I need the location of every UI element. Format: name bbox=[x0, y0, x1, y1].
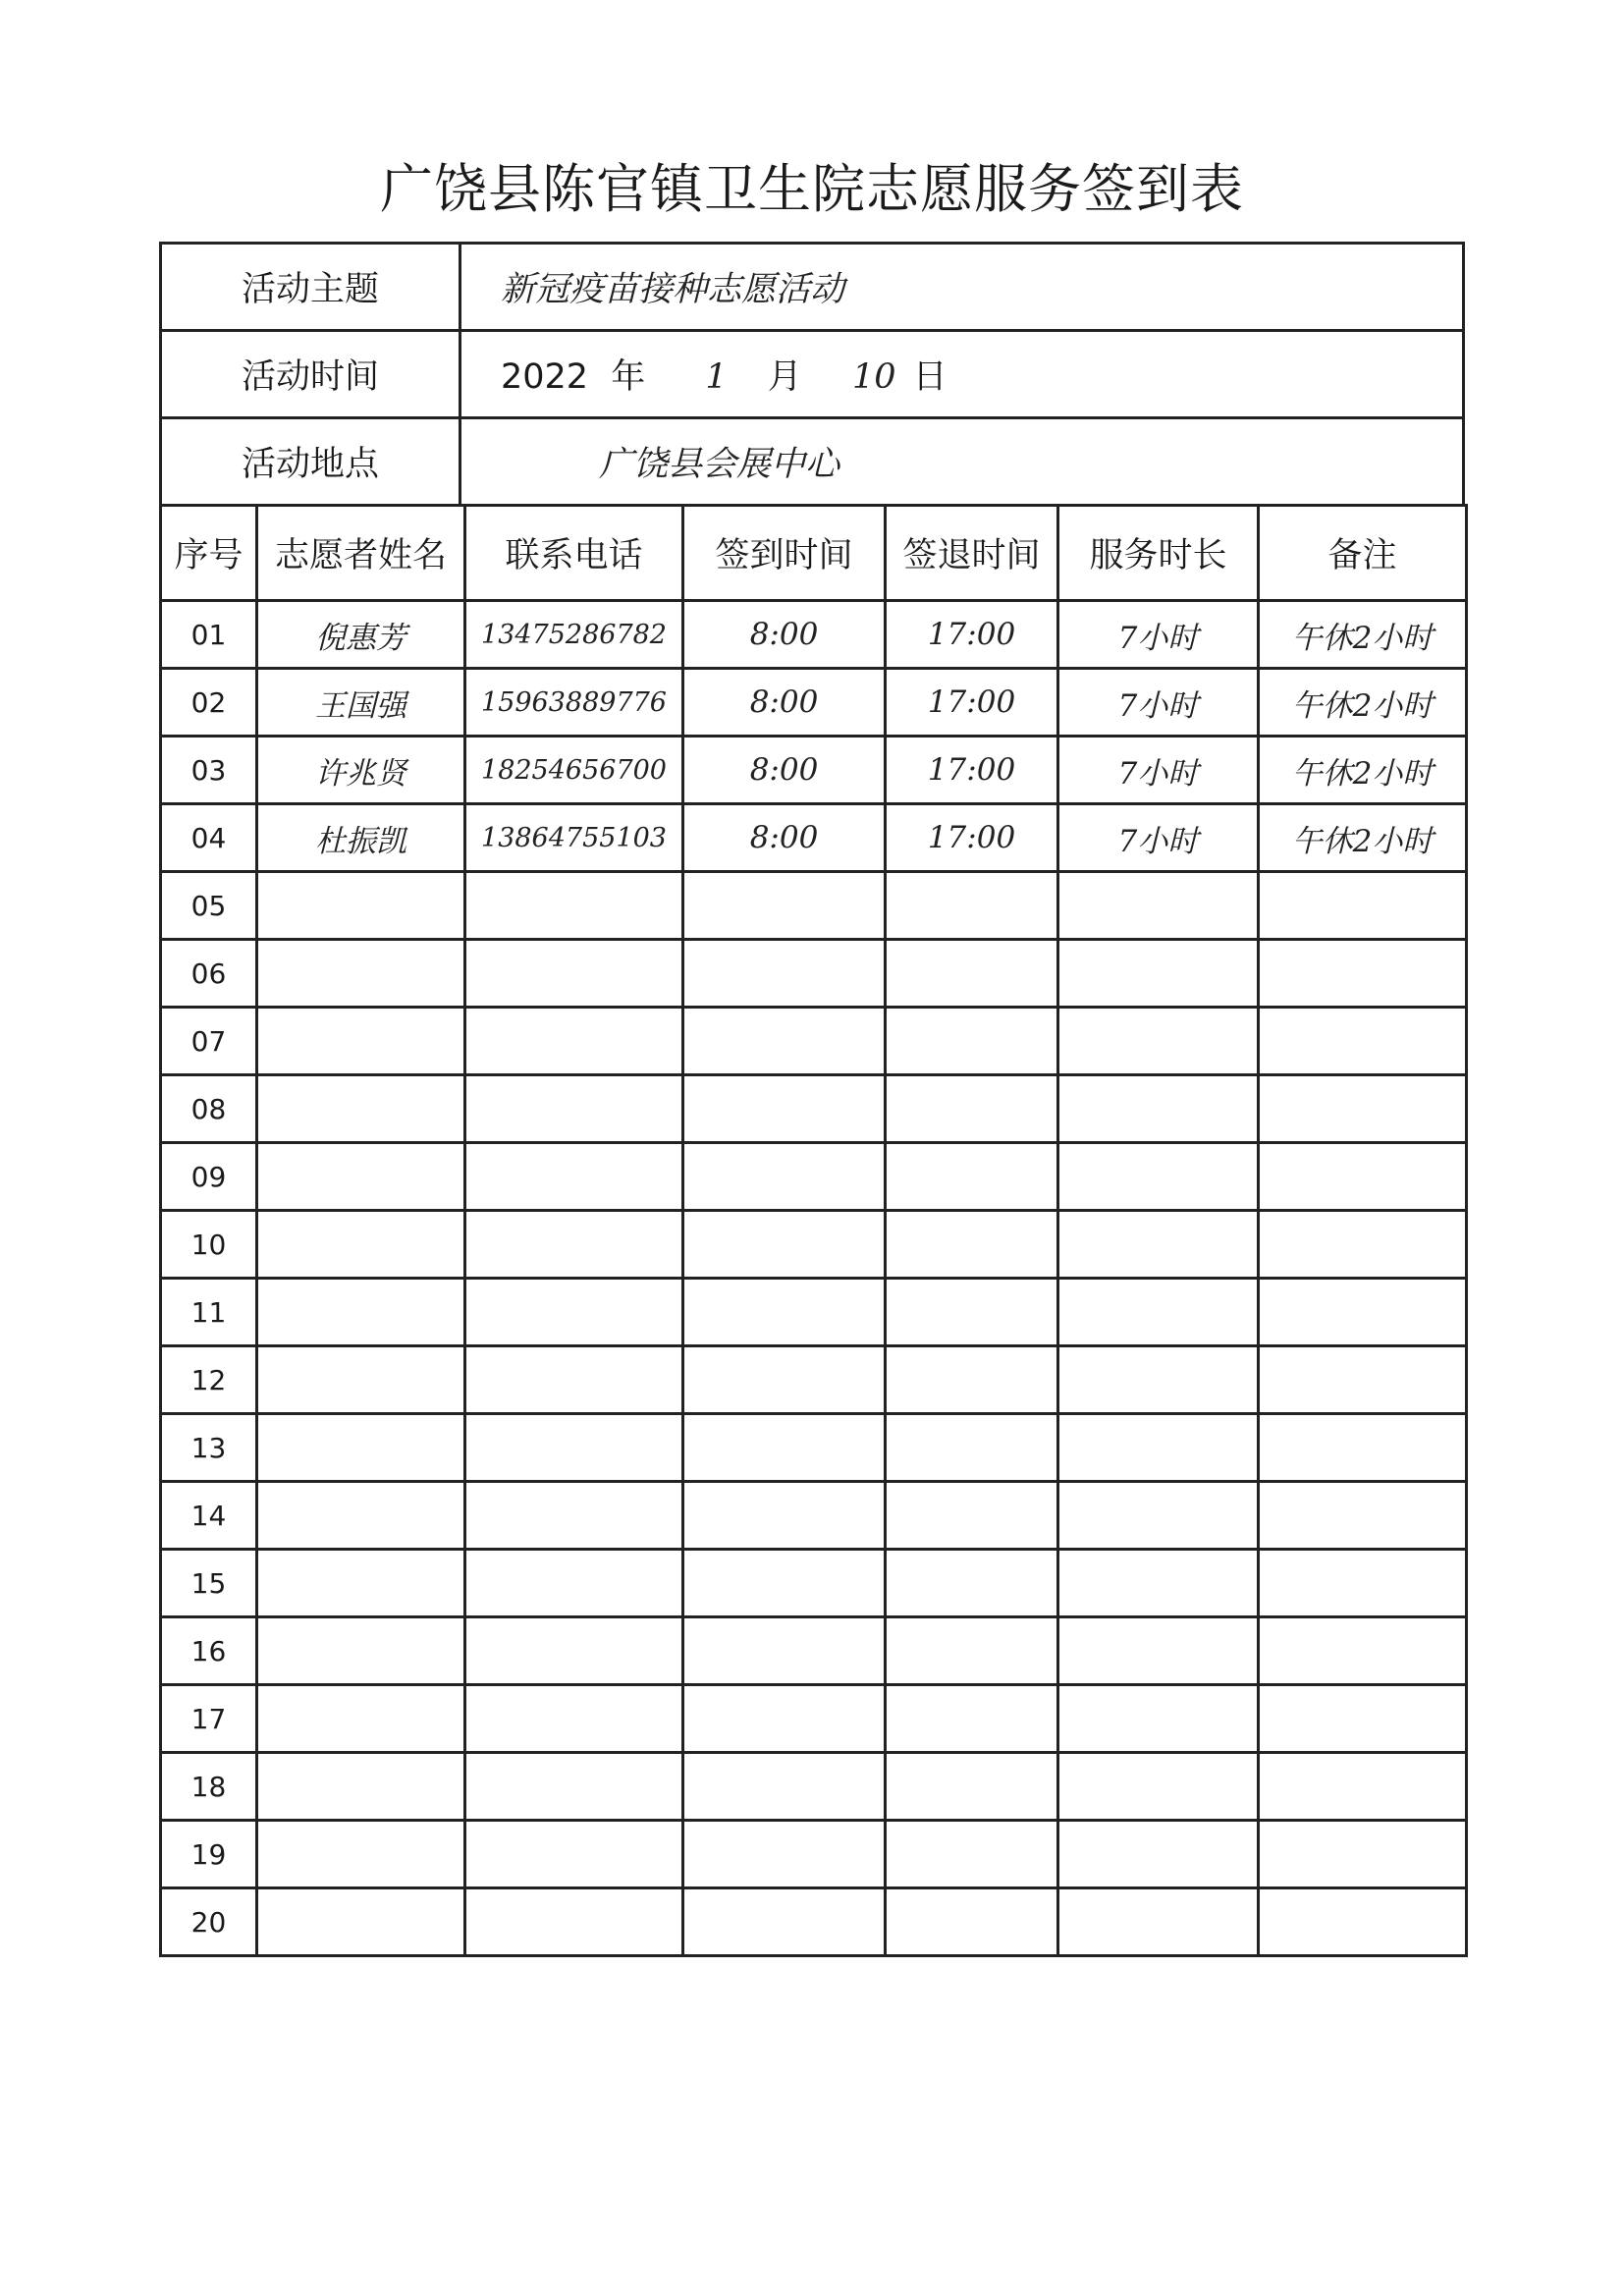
cell-no: 11 bbox=[161, 1279, 257, 1346]
cell-note bbox=[1259, 1617, 1467, 1685]
cell-no: 20 bbox=[161, 1888, 257, 1956]
cell-duration bbox=[1058, 1888, 1259, 1956]
header-duration: 服务时长 bbox=[1058, 506, 1259, 601]
cell-sign-in bbox=[683, 1550, 886, 1617]
cell-duration bbox=[1058, 1482, 1259, 1550]
table-row bbox=[161, 872, 1467, 940]
cell-sign-in bbox=[683, 1279, 886, 1346]
cell-phone bbox=[465, 1753, 683, 1821]
cell-name bbox=[257, 1617, 465, 1685]
table-row bbox=[161, 1008, 1467, 1075]
cell-note bbox=[1259, 1414, 1467, 1482]
cell-no: 19 bbox=[161, 1821, 257, 1888]
cell-duration bbox=[1058, 940, 1259, 1008]
cell-name: 许兆贤 bbox=[257, 737, 465, 804]
cell-phone bbox=[465, 1414, 683, 1482]
cell-phone bbox=[465, 1008, 683, 1075]
cell-duration: 7小时 bbox=[1058, 601, 1259, 669]
place-value: 广饶县会展中心 bbox=[460, 418, 1464, 506]
cell-note bbox=[1259, 1482, 1467, 1550]
cell-sign-in bbox=[683, 1753, 886, 1821]
cell-phone bbox=[465, 1550, 683, 1617]
cell-phone bbox=[465, 1617, 683, 1685]
cell-name bbox=[257, 1143, 465, 1211]
cell-no: 03 bbox=[161, 737, 257, 804]
cell-sign-in bbox=[683, 1414, 886, 1482]
cell-sign-out bbox=[886, 1346, 1058, 1414]
header-note: 备注 bbox=[1259, 506, 1467, 601]
cell-phone bbox=[465, 1143, 683, 1211]
table-row bbox=[161, 1617, 1467, 1685]
cell-sign-in bbox=[683, 1143, 886, 1211]
cell-duration bbox=[1058, 1279, 1259, 1346]
theme-value: 新冠疫苗接种志愿活动 bbox=[460, 244, 1464, 331]
cell-name bbox=[257, 940, 465, 1008]
sign-in-sheet bbox=[159, 242, 1465, 1957]
cell-note bbox=[1259, 1279, 1467, 1346]
cell-name bbox=[257, 1753, 465, 1821]
time-year: 2022 bbox=[501, 357, 589, 397]
cell-no: 13 bbox=[161, 1414, 257, 1482]
cell-duration bbox=[1058, 1753, 1259, 1821]
header-sign-out: 签退时间 bbox=[886, 506, 1058, 601]
cell-sign-out bbox=[886, 940, 1058, 1008]
cell-phone bbox=[465, 1821, 683, 1888]
cell-sign-out bbox=[886, 1008, 1058, 1075]
cell-name bbox=[257, 1346, 465, 1414]
cell-sign-in bbox=[683, 1211, 886, 1279]
cell-name bbox=[257, 1685, 465, 1753]
cell-sign-in: 8:00 bbox=[683, 737, 886, 804]
cell-no: 17 bbox=[161, 1685, 257, 1753]
cell-no: 02 bbox=[161, 669, 257, 737]
cell-name bbox=[257, 872, 465, 940]
cell-name bbox=[257, 1821, 465, 1888]
cell-duration bbox=[1058, 1617, 1259, 1685]
cell-duration bbox=[1058, 1143, 1259, 1211]
cell-duration bbox=[1058, 872, 1259, 940]
time-label: 活动时间 bbox=[161, 331, 460, 418]
header-phone: 联系电话 bbox=[465, 506, 683, 601]
cell-note bbox=[1259, 1550, 1467, 1617]
cell-note: 午休2小时 bbox=[1259, 669, 1467, 737]
cell-sign-in bbox=[683, 1008, 886, 1075]
cell-note bbox=[1259, 1075, 1467, 1143]
cell-phone bbox=[465, 940, 683, 1008]
cell-no: 05 bbox=[161, 872, 257, 940]
theme-label: 活动主题 bbox=[161, 244, 460, 331]
table-row bbox=[161, 1550, 1467, 1617]
cell-duration bbox=[1058, 1550, 1259, 1617]
cell-name: 倪惠芳 bbox=[257, 601, 465, 669]
table-row bbox=[161, 804, 1467, 872]
cell-name bbox=[257, 1075, 465, 1143]
table-header-row bbox=[161, 506, 1467, 601]
cell-sign-out: 17:00 bbox=[886, 804, 1058, 872]
cell-no: 08 bbox=[161, 1075, 257, 1143]
time-month-unit: 月 bbox=[767, 357, 802, 397]
cell-sign-in bbox=[683, 872, 886, 940]
cell-duration: 7小时 bbox=[1058, 804, 1259, 872]
cell-phone bbox=[465, 1685, 683, 1753]
table-row bbox=[161, 1143, 1467, 1211]
table-row bbox=[161, 737, 1467, 804]
cell-note bbox=[1259, 872, 1467, 940]
cell-sign-out bbox=[886, 1753, 1058, 1821]
table-row bbox=[161, 601, 1467, 669]
cell-no: 16 bbox=[161, 1617, 257, 1685]
table-row bbox=[161, 1414, 1467, 1482]
cell-phone bbox=[465, 1075, 683, 1143]
cell-name bbox=[257, 1211, 465, 1279]
table-body bbox=[161, 601, 1467, 1956]
cell-note bbox=[1259, 1753, 1467, 1821]
header-sign-in: 签到时间 bbox=[683, 506, 886, 601]
cell-sign-in bbox=[683, 1346, 886, 1414]
cell-sign-out: 17:00 bbox=[886, 601, 1058, 669]
cell-phone: 13864755103 bbox=[465, 804, 683, 872]
cell-name bbox=[257, 1550, 465, 1617]
cell-sign-out bbox=[886, 1821, 1058, 1888]
cell-sign-out bbox=[886, 1617, 1058, 1685]
cell-sign-in: 8:00 bbox=[683, 601, 886, 669]
cell-sign-in bbox=[683, 1617, 886, 1685]
cell-note bbox=[1259, 940, 1467, 1008]
cell-duration bbox=[1058, 1414, 1259, 1482]
cell-name bbox=[257, 1482, 465, 1550]
cell-sign-out: 17:00 bbox=[886, 669, 1058, 737]
cell-sign-out bbox=[886, 1414, 1058, 1482]
cell-sign-out bbox=[886, 872, 1058, 940]
table-row bbox=[161, 940, 1467, 1008]
cell-name bbox=[257, 1888, 465, 1956]
cell-phone bbox=[465, 1482, 683, 1550]
cell-sign-in bbox=[683, 940, 886, 1008]
table-row bbox=[161, 1888, 1467, 1956]
time-day: 10 bbox=[851, 357, 896, 397]
cell-note: 午休2小时 bbox=[1259, 737, 1467, 804]
header-no: 序号 bbox=[161, 506, 257, 601]
cell-phone bbox=[465, 1279, 683, 1346]
cell-no: 14 bbox=[161, 1482, 257, 1550]
cell-note bbox=[1259, 1888, 1467, 1956]
cell-note bbox=[1259, 1008, 1467, 1075]
cell-sign-in bbox=[683, 1685, 886, 1753]
cell-no: 06 bbox=[161, 940, 257, 1008]
cell-duration: 7小时 bbox=[1058, 669, 1259, 737]
cell-note bbox=[1259, 1685, 1467, 1753]
cell-sign-out bbox=[886, 1143, 1058, 1211]
cell-sign-in bbox=[683, 1482, 886, 1550]
cell-note bbox=[1259, 1211, 1467, 1279]
cell-sign-out bbox=[886, 1211, 1058, 1279]
cell-sign-out bbox=[886, 1685, 1058, 1753]
cell-name bbox=[257, 1279, 465, 1346]
table-row bbox=[161, 1482, 1467, 1550]
cell-name: 王国强 bbox=[257, 669, 465, 737]
cell-phone bbox=[465, 1211, 683, 1279]
cell-no: 15 bbox=[161, 1550, 257, 1617]
cell-name bbox=[257, 1414, 465, 1482]
cell-no: 07 bbox=[161, 1008, 257, 1075]
volunteer-table bbox=[159, 504, 1468, 1957]
time-month: 1 bbox=[705, 357, 728, 397]
cell-no: 04 bbox=[161, 804, 257, 872]
cell-sign-out bbox=[886, 1279, 1058, 1346]
place-label: 活动地点 bbox=[161, 418, 460, 506]
table-row bbox=[161, 1346, 1467, 1414]
cell-sign-in: 8:00 bbox=[683, 804, 886, 872]
cell-no: 10 bbox=[161, 1211, 257, 1279]
table-row bbox=[161, 1211, 1467, 1279]
cell-phone: 18254656700 bbox=[465, 737, 683, 804]
cell-sign-out bbox=[886, 1550, 1058, 1617]
cell-phone bbox=[465, 1888, 683, 1956]
cell-phone bbox=[465, 1346, 683, 1414]
table-row bbox=[161, 1685, 1467, 1753]
table-row bbox=[161, 1075, 1467, 1143]
time-value bbox=[460, 331, 1464, 418]
cell-sign-in: 8:00 bbox=[683, 669, 886, 737]
cell-sign-out bbox=[886, 1888, 1058, 1956]
time-row bbox=[161, 331, 1464, 418]
cell-duration bbox=[1058, 1821, 1259, 1888]
table-row bbox=[161, 1753, 1467, 1821]
cell-sign-out bbox=[886, 1482, 1058, 1550]
theme-row bbox=[161, 244, 1464, 331]
cell-sign-in bbox=[683, 1888, 886, 1956]
cell-note bbox=[1259, 1821, 1467, 1888]
cell-sign-out bbox=[886, 1075, 1058, 1143]
activity-info-table bbox=[159, 242, 1465, 507]
cell-duration bbox=[1058, 1685, 1259, 1753]
cell-name bbox=[257, 1008, 465, 1075]
cell-note: 午休2小时 bbox=[1259, 804, 1467, 872]
header-name: 志愿者姓名 bbox=[257, 506, 465, 601]
time-year-unit: 年 bbox=[611, 357, 646, 397]
cell-no: 18 bbox=[161, 1753, 257, 1821]
table-row bbox=[161, 669, 1467, 737]
place-row bbox=[161, 418, 1464, 506]
cell-duration bbox=[1058, 1346, 1259, 1414]
cell-duration bbox=[1058, 1008, 1259, 1075]
cell-note bbox=[1259, 1143, 1467, 1211]
cell-phone: 13475286782 bbox=[465, 601, 683, 669]
cell-no: 01 bbox=[161, 601, 257, 669]
table-row bbox=[161, 1821, 1467, 1888]
time-day-unit: 日 bbox=[912, 357, 947, 397]
cell-sign-out: 17:00 bbox=[886, 737, 1058, 804]
cell-duration bbox=[1058, 1211, 1259, 1279]
cell-phone: 15963889776 bbox=[465, 669, 683, 737]
cell-name: 杜振凯 bbox=[257, 804, 465, 872]
cell-sign-in bbox=[683, 1821, 886, 1888]
cell-note bbox=[1259, 1346, 1467, 1414]
cell-phone bbox=[465, 872, 683, 940]
cell-duration bbox=[1058, 1075, 1259, 1143]
cell-sign-in bbox=[683, 1075, 886, 1143]
cell-no: 09 bbox=[161, 1143, 257, 1211]
cell-note: 午休2小时 bbox=[1259, 601, 1467, 669]
cell-duration: 7小时 bbox=[1058, 737, 1259, 804]
cell-no: 12 bbox=[161, 1346, 257, 1414]
table-row bbox=[161, 1279, 1467, 1346]
page-title: 广饶县陈官镇卫生院志愿服务签到表 bbox=[380, 158, 1244, 220]
